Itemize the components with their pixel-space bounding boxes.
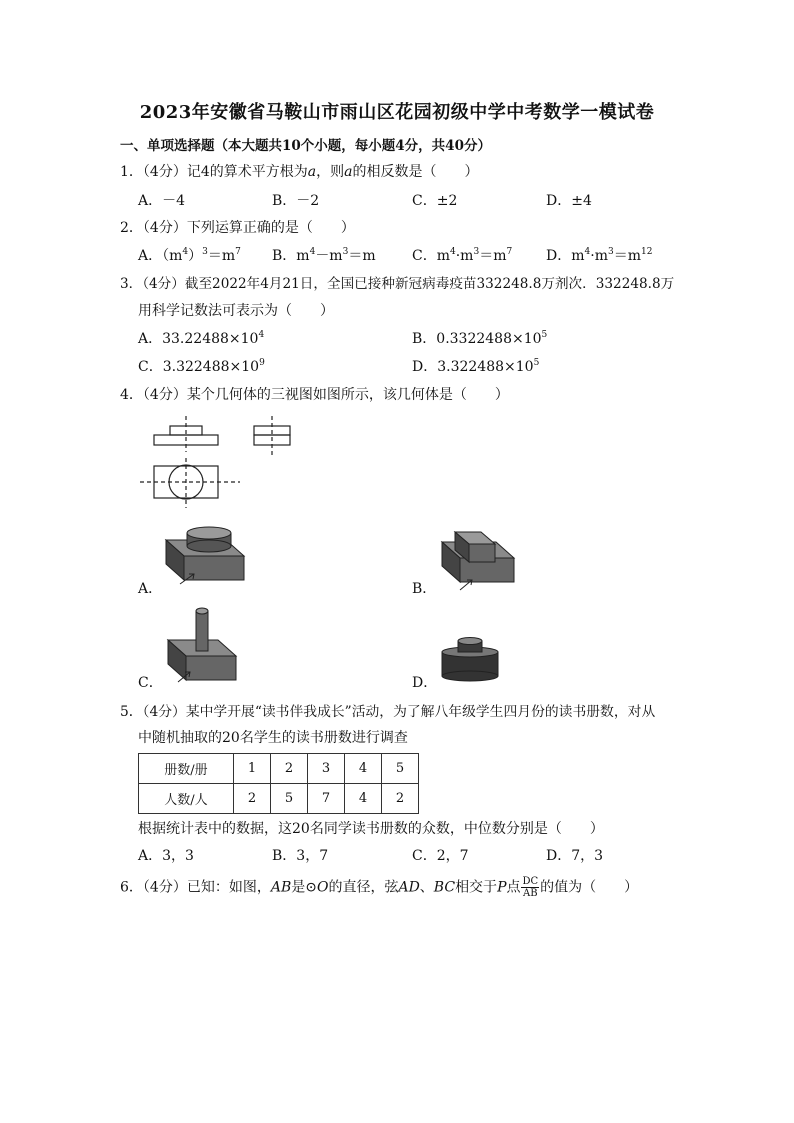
q5-option-a[interactable]: A．3，3 <box>138 848 194 864</box>
q6-text-a: 6．（4分）已知：如图， <box>120 879 271 896</box>
q6-fraction <box>521 876 539 899</box>
q3-option-d[interactable] <box>412 356 539 376</box>
q5-option-d[interactable]: D．7，3 <box>546 848 604 864</box>
q2-option-d-label: D． <box>546 248 572 264</box>
q6-bc: BC <box>433 879 456 896</box>
q2-d-sup2: 3 <box>607 247 614 257</box>
q3-option-b-text: B．0.3322488×10 <box>412 331 542 347</box>
q2-option-a-label: A． <box>138 248 163 264</box>
q2-option-c-label: C． <box>412 248 437 264</box>
q2-a-part2: ） <box>188 248 203 264</box>
q6-text-f: 的值为（ ） <box>540 879 639 896</box>
table-row <box>139 784 419 814</box>
q1-option-b[interactable]: B．－2 <box>272 193 320 209</box>
solid-c <box>168 608 236 682</box>
q3-option-d-text: D．3.322488×10 <box>412 359 534 375</box>
question-1-var-2: a <box>344 164 353 180</box>
table-cell: 4 <box>345 754 382 784</box>
solid-d <box>442 638 498 682</box>
table-cell: 2 <box>234 784 271 814</box>
q4-option-a[interactable]: A． <box>138 581 163 597</box>
top-view-circle <box>169 465 203 499</box>
q6-ad: AD <box>398 879 420 896</box>
table-cell: 3 <box>308 754 345 784</box>
q6-p: P <box>497 879 507 896</box>
question-4-stem: 4．（4分）某个几何体的三视图如图所示，该几何体是（ ） <box>120 387 509 403</box>
table-row <box>139 754 419 784</box>
question-1-stem-c: 的相反数是（ ） <box>352 164 479 180</box>
q3-option-a[interactable] <box>138 328 264 348</box>
q6-fraction-denominator: AB <box>523 888 538 899</box>
q4-option-c[interactable]: C． <box>138 675 163 691</box>
q2-b-part2: －m <box>315 248 343 264</box>
question-5-line-3: 根据统计表中的数据，这20名同学读书册数的众数，中位数分别是（ ） <box>138 821 604 837</box>
q2-a-part1: （m <box>162 248 183 264</box>
q4-option-b[interactable]: B． <box>412 581 437 597</box>
q2-c-part2: ·m <box>455 248 474 264</box>
q2-d-sup3: 12 <box>641 247 653 257</box>
q2-c-part3: ＝m <box>479 248 507 264</box>
table-cell: 4 <box>345 784 382 814</box>
q2-d-part1: m <box>571 248 585 264</box>
q2-a-sup2: 3 <box>202 247 208 257</box>
q1-option-c[interactable]: C．±2 <box>412 193 458 209</box>
table-cell: 5 <box>382 754 419 784</box>
q6-text-b: 是⊙ <box>291 879 317 896</box>
q1-option-d[interactable]: D．±4 <box>546 193 592 209</box>
question-3-line-1: 3．（4分）截至2022年4月21日，全国已接种新冠病毒疫苗332248.8万剂次．332248.8万 <box>120 276 675 292</box>
question-2-stem: 2．（4分）下列运算正确的是（ ） <box>120 220 355 236</box>
q3-option-a-exp: 4 <box>258 330 265 340</box>
page-title: 2023年安徽省马鞍山市雨山区花园初级中学中考数学一模试卷 <box>139 102 655 123</box>
q4-option-d[interactable]: D． <box>412 675 438 691</box>
stats-table <box>138 753 419 814</box>
section-heading: 一、单项选择题（本大题共10个小题，每小题4分，共40分） <box>120 138 491 154</box>
q2-a-sup1: 4 <box>182 247 189 257</box>
q2-c-sup2: 3 <box>473 247 480 257</box>
q3-option-c[interactable] <box>138 356 265 376</box>
q2-c-sup1: 4 <box>450 247 456 257</box>
q2-d-part2: ·m <box>590 248 608 264</box>
q2-d-part3: ＝m <box>613 248 641 264</box>
question-1 <box>120 161 478 181</box>
q2-b-sup1: 4 <box>309 247 316 257</box>
question-1-var: a <box>307 164 317 180</box>
table-cell: 2 <box>382 784 419 814</box>
front-view-top <box>170 426 202 435</box>
q1-option-a[interactable]: A．－4 <box>138 193 186 209</box>
q3-option-b[interactable] <box>412 328 547 348</box>
question-5-line-2: 中随机抽取的20名学生的读书册数进行调查 <box>138 730 408 746</box>
q3-option-a-text: A．33.22488×10 <box>138 331 259 347</box>
q2-option-b[interactable] <box>272 245 376 265</box>
table-cell: 7 <box>308 784 345 814</box>
table-cell: 5 <box>271 784 308 814</box>
side-view-top <box>254 426 290 435</box>
q6-ab: AB <box>270 879 292 896</box>
q2-option-a[interactable] <box>138 245 241 265</box>
q5-option-c[interactable]: C．2，7 <box>412 848 469 864</box>
table-cell: 1 <box>234 754 271 784</box>
q6-fraction-numerator: DC <box>522 876 539 887</box>
q2-c-part1: m <box>436 248 450 264</box>
solid-b <box>442 532 514 590</box>
q2-b-sup2: 3 <box>342 247 349 257</box>
table-header-cell: 人数/人 <box>139 784 234 814</box>
q2-option-c[interactable] <box>412 245 512 265</box>
q6-text-e: 点 <box>506 879 521 896</box>
q3-option-c-text: C．3.322488×10 <box>138 359 260 375</box>
solid-a <box>166 527 244 584</box>
q6-sep: 、 <box>419 879 434 896</box>
q2-option-b-label: B． <box>272 248 297 264</box>
q6-text-d: 相交于 <box>455 879 498 896</box>
q2-option-d[interactable] <box>546 245 652 265</box>
q6-o: O <box>316 879 329 896</box>
table-header-cell: 册数/册 <box>139 754 234 784</box>
q3-option-b-exp: 5 <box>541 330 548 340</box>
q2-d-sup1: 4 <box>584 247 591 257</box>
question-3-line-2: 用科学记数法可表示为（ ） <box>138 303 334 319</box>
q2-b-part1: m <box>296 248 310 264</box>
question-5-line-1: 5．（4分）某中学开展“读书伴我成长”活动，为了解八年级学生四月份的读书册数，对从 <box>120 704 656 720</box>
question-1-stem-a: 1．（4分）记4的算术平方根为 <box>120 164 308 180</box>
q2-a-part3: ＝m <box>207 248 236 264</box>
q6-text-c: 的直径，弦 <box>328 879 399 896</box>
top-view-rect <box>154 466 218 498</box>
q2-c-sup3: 7 <box>506 247 513 257</box>
side-view-base <box>254 435 290 445</box>
front-view-base <box>154 435 218 445</box>
q3-option-c-exp: 9 <box>259 358 265 368</box>
question-1-stem-b: ，则 <box>316 164 345 180</box>
q2-b-part3: ＝m <box>348 248 376 264</box>
q2-a-sup3: 7 <box>235 247 241 257</box>
question-6 <box>120 876 638 899</box>
q5-option-b[interactable]: B．3，7 <box>272 848 329 864</box>
q3-option-d-exp: 5 <box>533 358 540 368</box>
table-cell: 2 <box>271 754 308 784</box>
